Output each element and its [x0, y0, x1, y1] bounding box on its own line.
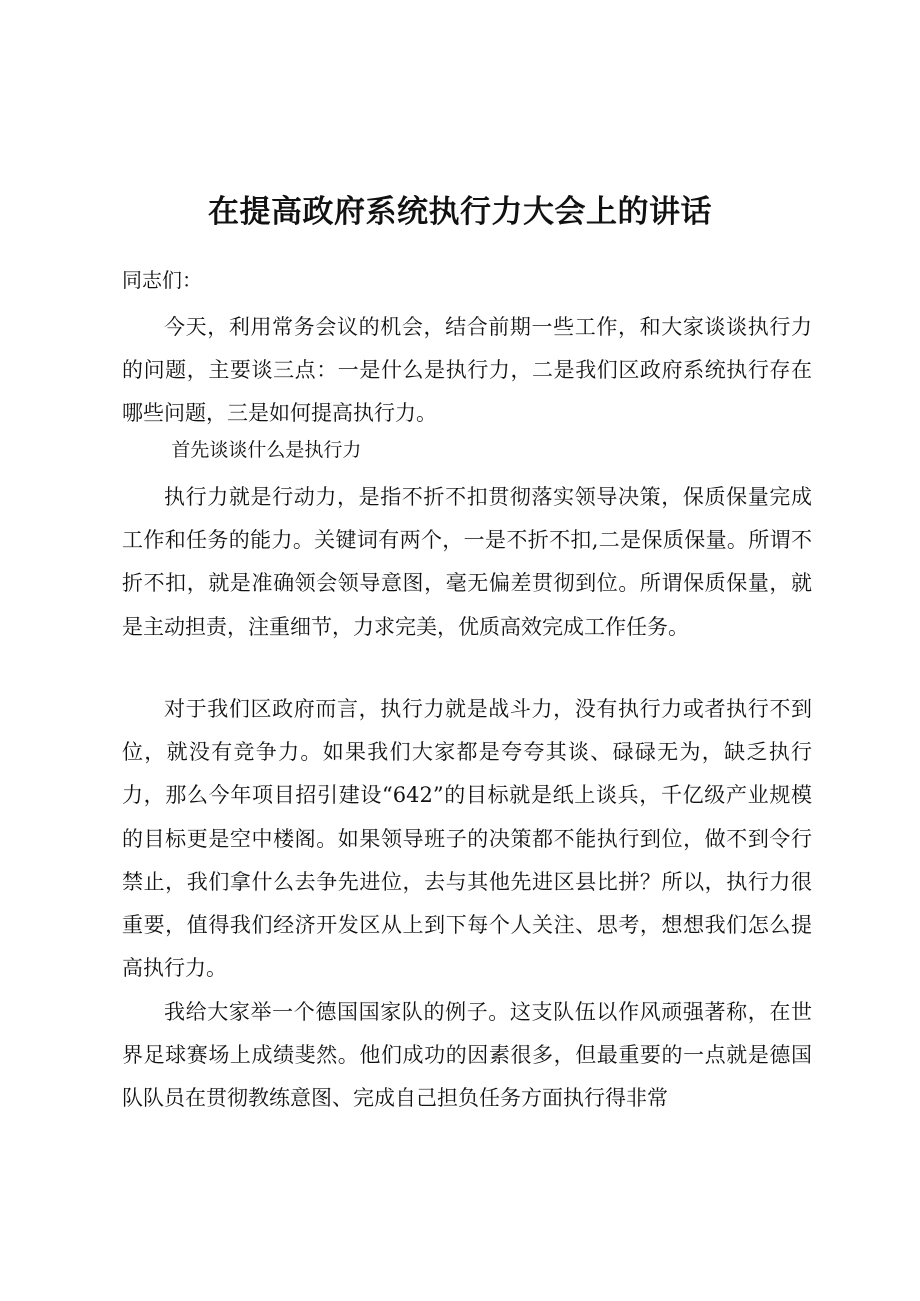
paragraph-importance: 对于我们区政府而言，执行力就是战斗力，没有执行力或者执行不到位，就没有竞争力。如果我们大家都是夸夸其谈、碌碌无为，缺乏执行力，那么今年项目招引建设“642”的目标就是纸上谈兵，千亿级产业规模的目标更是空中楼阁。如果领导班子的决策都不能执行到位，做不到令行禁止，我们拿什么去争先进位，去与其他先进区县比拼？所以，执行力很重要，值得我们经济开发区从上到下每个人关注、思考，想想我们怎么提高执行力。	[122, 697, 812, 981]
document-title: 在提高政府系统执行力大会上的讲话	[208, 194, 712, 230]
salutation: 同志们：	[122, 268, 202, 292]
paragraph-definition: 执行力就是行动力，是指不折不扣贯彻落实领导决策，保质保量完成工作和任务的能力。关键词有两个，一是不折不扣,二是保质保量。所谓不折不扣，就是准确领会领导意图，毫无偏差贯彻到位。所谓保质保量，就是主动担责，注重细节，力求完美，优质高效完成工作任务。	[122, 485, 812, 639]
paragraph-intro: 今天，利用常务会议的机会，结合前期一些工作，和大家谈谈执行力的问题，主要谈三点：一是什么是执行力，二是我们区政府系统执行存在哪些问题，三是如何提高执行力。	[122, 315, 812, 426]
section-heading: 首先谈谈什么是执行力	[171, 439, 362, 461]
paragraph-example: 我给大家举一个德国国家队的例子。这支队伍以作风顽强著称，在世界足球赛场上成绩斐然。他们成功的因素很多，但最重要的一点就是德国队队员在贯彻教练意图、完成自己担负任务方面执行得非常	[122, 1000, 812, 1111]
